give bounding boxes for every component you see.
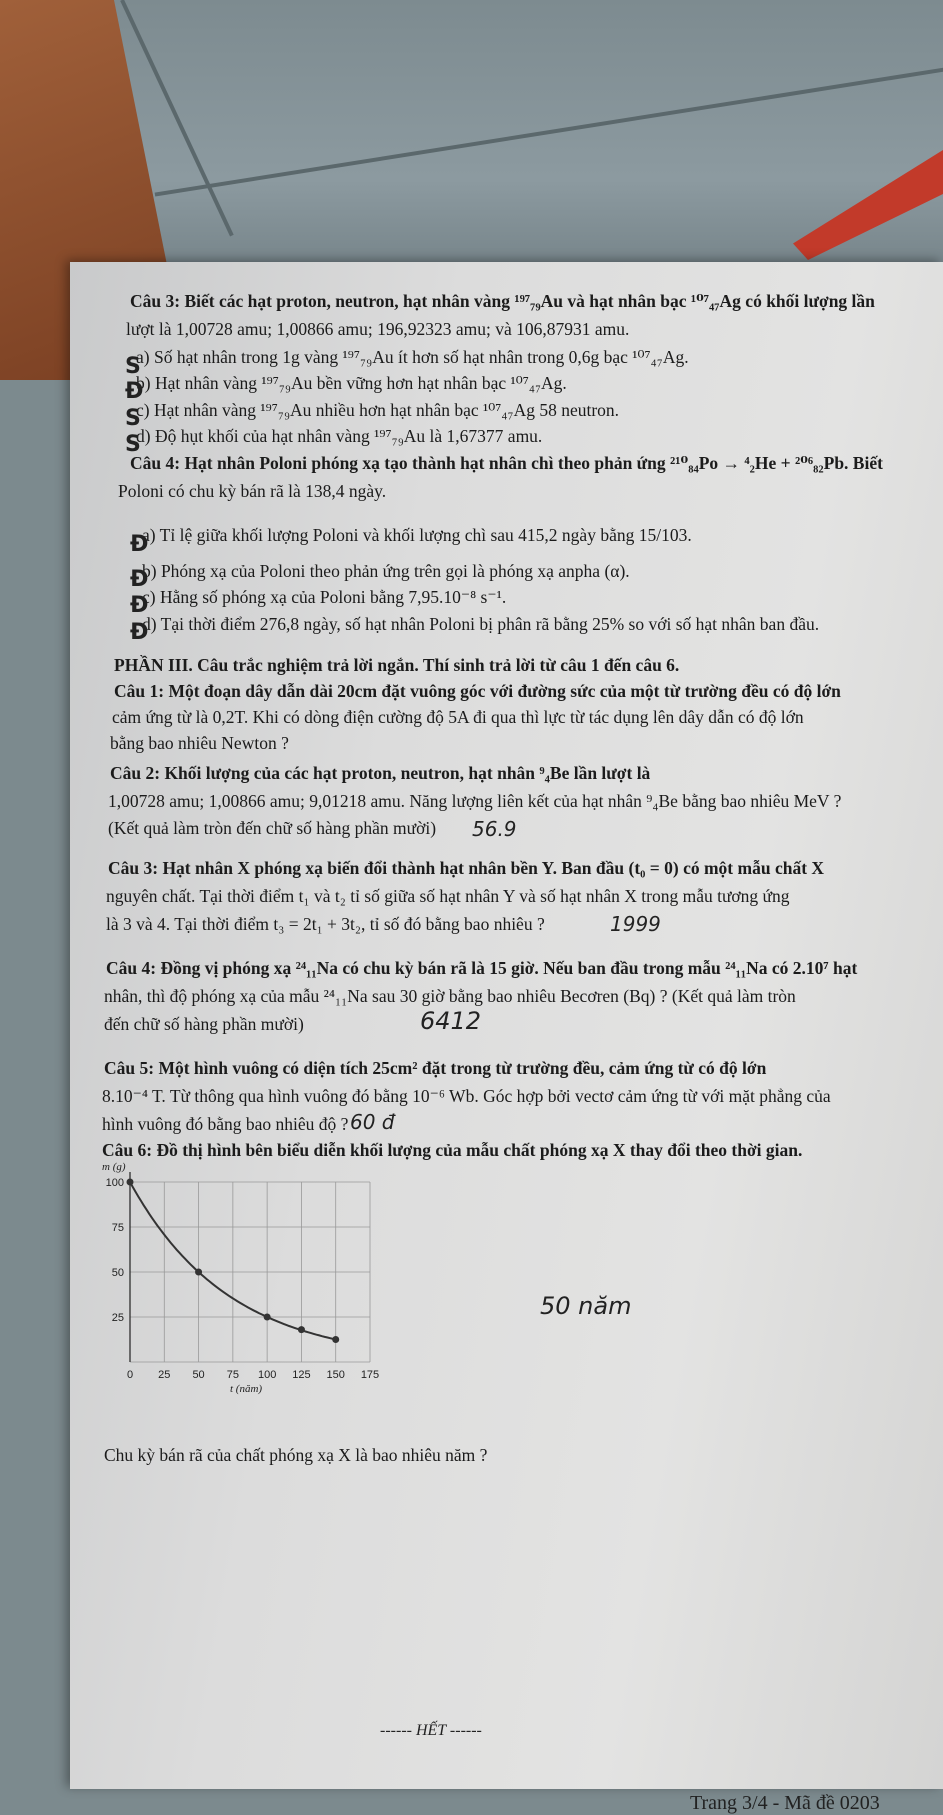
check-mark: Đ (125, 379, 144, 404)
text-line: Câu 5: Một hình vuông có diện tích 25cm² đặt trong từ trường đều, cảm ứng từ có độ lớn (104, 1058, 767, 1078)
check-mark: S (125, 406, 141, 431)
text-line: Câu 3: Hạt nhân X phóng xạ biến đổi thành hạt nhân bền Y. Ban đầu (t₀ = 0) có một mẫu chất X (108, 858, 825, 878)
text-line: (Kết quả làm tròn đến chữ số hàng phần mười) (108, 818, 437, 838)
check-mark: S (125, 432, 141, 457)
end-marker: ------ HẾT ------ (380, 1722, 482, 1739)
text-line: Poloni có chu kỳ bán rã là 138,4 ngày. (118, 481, 387, 501)
text-line: Câu 1: Một đoạn dây dẫn dài 20cm đặt vuông góc với đường sức của một từ trường đều có độ lớn (114, 681, 841, 701)
y-tick-label: 75 (111, 1222, 124, 1234)
x-axis-label: t (năm) (230, 1383, 263, 1395)
data-point (264, 1314, 271, 1321)
y-tick-label: 25 (111, 1312, 124, 1324)
x-tick-label: 175 (360, 1369, 380, 1381)
text-line: PHẦN III. Câu trắc nghiệm trả lời ngắn. Thí sinh trả lời từ câu 1 đến câu 6. (114, 655, 680, 675)
check-mark: Đ (130, 532, 149, 557)
x-tick-label: 150 (326, 1369, 345, 1381)
check-mark: S (125, 354, 141, 379)
text-line: Câu 3: Biết các hạt proton, neutron, hạt nhân vàng ¹⁹⁷₇₉Au và hạt nhân bạc ¹⁰⁷₄₇Ag có khối lượng lần (130, 291, 875, 311)
text-line: d) Độ hụt khối của hạt nhân vàng ¹⁹⁷₇₉Au là 1,67377 amu. (136, 426, 543, 446)
text-line: b) Hạt nhân vàng ¹⁹⁷₇₉Au bền vững hơn hạt nhân bạc ¹⁰⁷₄₇Ag. (136, 373, 567, 393)
answer-q6: 50 năm (540, 1292, 632, 1320)
text-line: b) Phóng xạ của Poloni theo phản ứng trên gọi là phóng xạ anpha (α). (142, 561, 630, 581)
text-line: 8.10⁻⁴ T. Từ thông qua hình vuông đó bằng 10⁻⁶ Wb. Góc hợp bởi vectơ cảm ứng từ với mặt phẳng của (102, 1086, 831, 1106)
text-line: a) Số hạt nhân trong 1g vàng ¹⁹⁷₇₉Au ít hơn số hạt nhân trong 0,6g bạc ¹⁰⁷₄₇Ag. (136, 347, 689, 367)
page-footer: Trang 3/4 - Mã đề 0203 (690, 1792, 880, 1814)
text-line: nguyên chất. Tại thời điểm t₁ và t₂ tỉ số giữa số hạt nhân Y và số hạt nhân X trong mẫu tương ứng (106, 886, 790, 906)
text-line: là 3 và 4. Tại thời điểm t₃ = 2t₁ + 3t₂, tỉ số đó bằng bao nhiêu ? (106, 914, 545, 934)
text-line: d) Tại thời điểm 276,8 ngày, số hạt nhân Poloni bị phân rã bằng 25% so với số hạt nhân ban đầu. (142, 614, 820, 634)
answer-q2: 56.9 (472, 817, 517, 841)
text-line: Câu 2: Khối lượng của các hạt proton, neutron, hạt nhân ⁹₄Be lần lượt là (110, 763, 651, 783)
y-tick-label: 100 (105, 1177, 124, 1189)
x-tick-label: 50 (192, 1369, 205, 1381)
text-line: Câu 4: Hạt nhân Poloni phóng xạ tạo thành hạt nhân chì theo phản ứng ²¹⁰₈₄Po → ⁴₂He + ²⁰⁶₈₂Pb. Biết (130, 453, 883, 473)
decay-chart (90, 1162, 390, 1402)
data-point (332, 1336, 339, 1343)
text-line: lượt là 1,00728 amu; 1,00866 amu; 196,92323 amu; và 106,87931 amu. (126, 319, 630, 339)
check-mark: Đ (130, 593, 149, 618)
text-line: 1,00728 amu; 1,00866 amu; 9,01218 amu. Năng lượng liên kết của hạt nhân ⁹₄Be bằng bao nhiêu MeV ? (108, 791, 842, 811)
answer-q3: 1999 (610, 912, 661, 936)
text-line: c) Hằng số phóng xạ của Poloni bằng 7,95.10⁻⁸ s⁻¹. (142, 587, 507, 607)
x-tick-label: 25 (158, 1369, 171, 1381)
answer-q4: 6412 (420, 1007, 482, 1035)
x-tick-label: 0 (126, 1369, 134, 1381)
text-line: cảm ứng từ là 0,2T. Khi có dòng điện cường độ 5A đi qua thì lực từ tác dụng lên dây dẫn có độ lớn (112, 707, 804, 727)
check-mark: Đ (130, 620, 149, 645)
check-mark: Đ (130, 567, 149, 592)
answer-q5: 60 đ (350, 1110, 395, 1134)
y-tick-label: 50 (111, 1267, 124, 1279)
text-line: a) Tỉ lệ giữa khối lượng Poloni và khối lượng chì sau 415,2 ngày bằng 15/103. (142, 525, 692, 545)
data-point (195, 1269, 202, 1276)
text-line: bằng bao nhiêu Newton ? (110, 733, 289, 753)
text-line: c) Hạt nhân vàng ¹⁹⁷₇₉Au nhiều hơn hạt nhân bạc ¹⁰⁷₄₇Ag 58 neutron. (136, 400, 620, 420)
x-tick-label: 100 (257, 1369, 277, 1381)
y-axis-label: m (g) (102, 1162, 126, 1173)
exam-page (70, 262, 943, 1814)
data-point (127, 1179, 134, 1186)
x-tick-label: 125 (292, 1369, 311, 1381)
text-line: đến chữ số hàng phần mười) (104, 1014, 304, 1034)
text-line: hình vuông đó bằng bao nhiêu độ ? (102, 1114, 349, 1134)
data-point (298, 1326, 305, 1333)
text-line: Câu 4: Đồng vị phóng xạ ²⁴₁₁Na có chu kỳ bán rã là 15 giờ. Nếu ban đầu trong mẫu ²⁴₁₁Na có 2.10⁷ hạt (106, 958, 858, 978)
text-line: nhân, thì độ phóng xạ của mẫu ²⁴₁₁Na sau 30 giờ bằng bao nhiêu Becơren (Bq) ? (Kết quả làm tròn (104, 986, 796, 1006)
text-line: Chu kỳ bán rã của chất phóng xạ X là bao nhiêu năm ? (104, 1445, 488, 1465)
text-line: Câu 6: Đồ thị hình bên biểu diễn khối lượng của mẫu chất phóng xạ X thay đổi theo thời gian. (102, 1140, 803, 1160)
x-tick-label: 75 (226, 1369, 239, 1381)
